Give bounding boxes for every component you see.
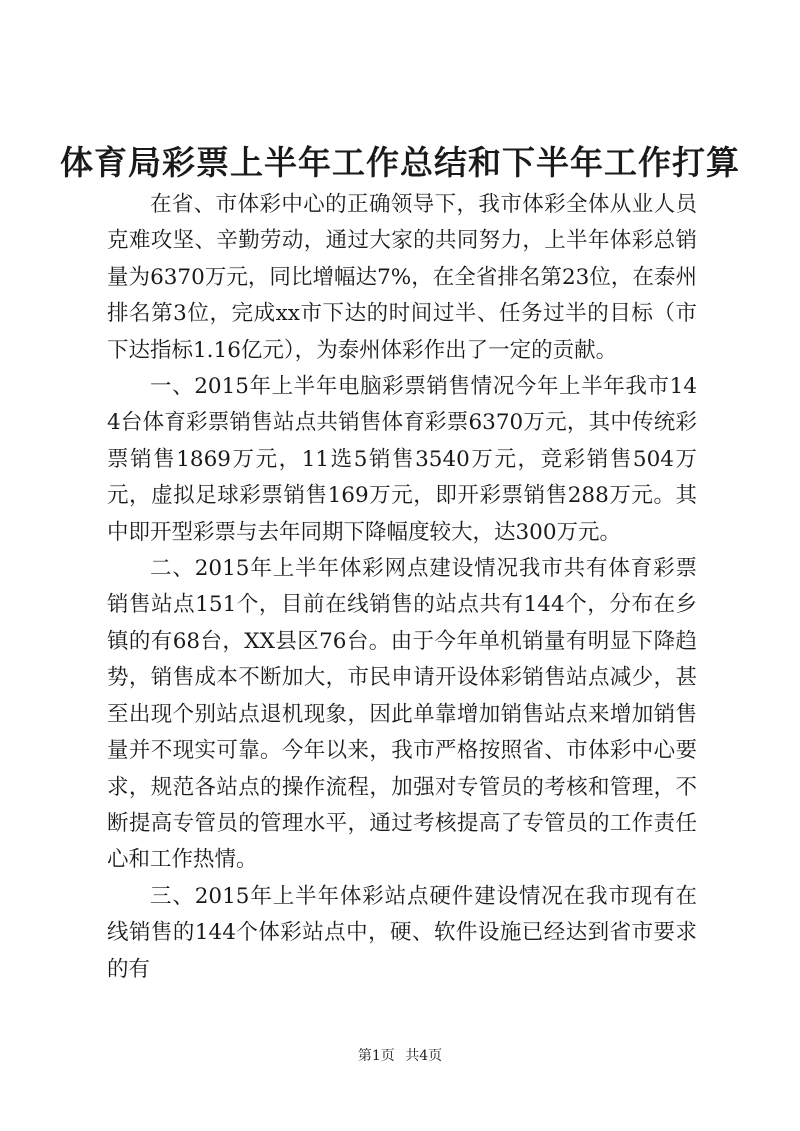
document-body <box>107 187 697 988</box>
paragraph-section-2: 二、2015年上半年体彩网点建设情况我市共有体育彩票销售站点151个，目前在线销售的站点共有144个，分布在乡镇的有68台，XX县区76台。由于今年单机销量有明显下降趋势，销售成本不断加大，市民申请开设体彩销售站点减少，甚至出现个别站点退机现象，因此单靠增加销售站点来增加销售量并不现实可靠。今年以来，我市严格按照省、市体彩中心要求，规范各站点的操作流程，加强对专管员的考核和管理，不断提高专管员的管理水平，通过考核提高了专管员的工作责任心和工作热情。 <box>107 556 697 873</box>
page-number: 第1页 <box>357 1048 395 1064</box>
page-total: 共4页 <box>405 1048 443 1064</box>
document-title: 体育局彩票上半年工作总结和下半年工作打算 <box>60 143 740 182</box>
paragraph-section-3: 三、2015年上半年体彩站点硬件建设情况在我市现有在线销售的144个体彩站点中，硬、软件设施已经达到省市要求的有 <box>107 883 697 982</box>
page-footer <box>0 1046 800 1066</box>
paragraph-section-1: 一、2015年上半年电脑彩票销售情况今年上半年我市144台体育彩票销售站点共销售体育彩票6370万元，其中传统彩票销售1869万元，11选5销售3540万元，竞彩销售504万元，虚拟足球彩票销售169万元，即开彩票销售288万元。其中即开型彩票与去年同期下降幅度较大，达300万元。 <box>107 374 697 545</box>
paragraph-intro: 在省、市体彩中心的正确领导下，我市体彩全体从业人员克难攻坚、辛勤劳动，通过大家的共同努力，上半年体彩总销量为6370万元，同比增幅达7%，在全省排名第23位，在泰州排名第3位，完成xx市下达的时间过半、任务过半的目标（市下达指标1.16亿元），为泰州体彩作出了一定的贡献。 <box>107 192 697 363</box>
